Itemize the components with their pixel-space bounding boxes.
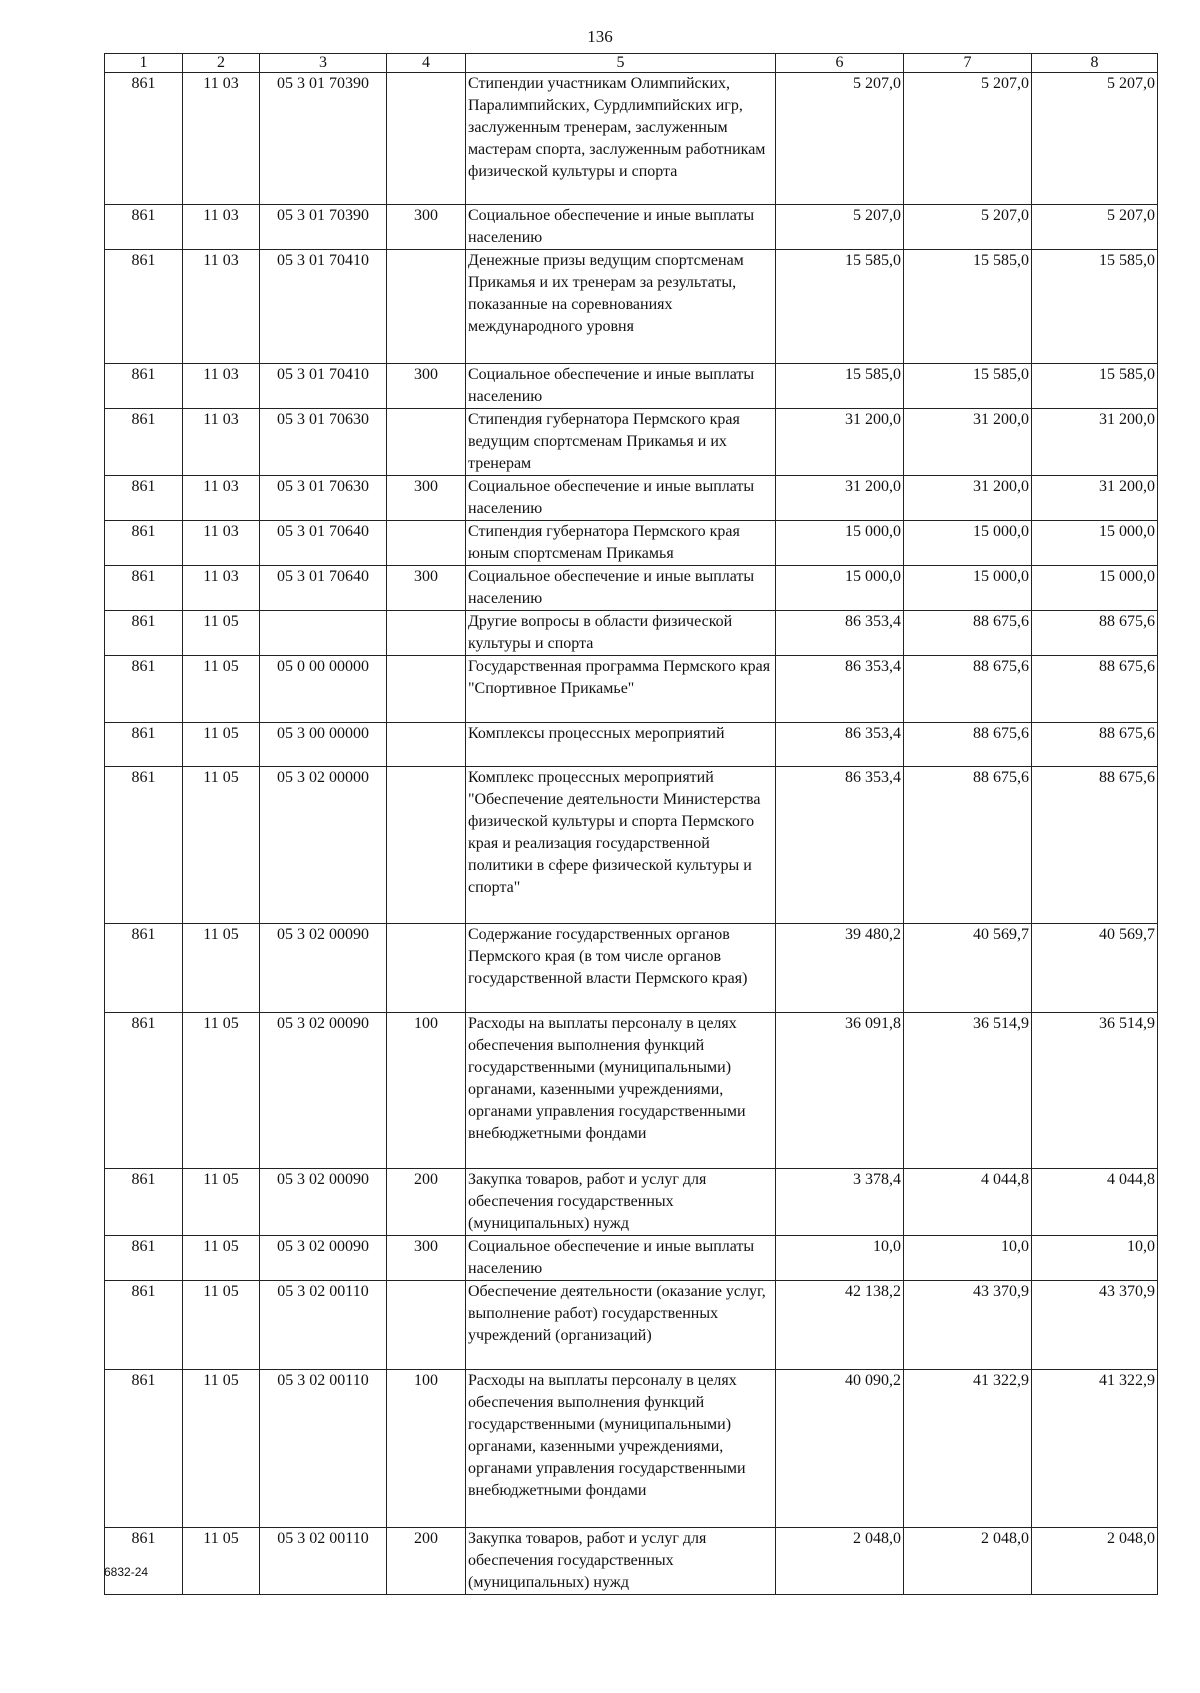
item-name: Стипендия губернатора Пермского края ведущим спортсменам Прикамья и их тренерам xyxy=(466,409,776,476)
amount-col-6: 86 353,4 xyxy=(776,723,904,767)
amount-col-8: 5 207,0 xyxy=(1032,73,1158,205)
table-row xyxy=(105,767,1158,924)
table-row xyxy=(105,205,1158,250)
expense-type-code: 300 xyxy=(387,364,466,409)
amount-col-8: 31 200,0 xyxy=(1032,409,1158,476)
target-item-code: 05 3 01 70640 xyxy=(260,521,387,566)
amount-col-6: 86 353,4 xyxy=(776,656,904,723)
amount-col-7: 2 048,0 xyxy=(904,1528,1032,1595)
amount-col-8: 2 048,0 xyxy=(1032,1528,1158,1595)
expense-type-code xyxy=(387,1281,466,1370)
section-code: 11 05 xyxy=(183,924,260,1013)
expense-type-code xyxy=(387,656,466,723)
admin-code: 861 xyxy=(105,205,183,250)
section-code: 11 05 xyxy=(183,1236,260,1281)
amount-col-6: 36 091,8 xyxy=(776,1013,904,1169)
target-item-code: 05 3 01 70630 xyxy=(260,476,387,521)
item-name: Стипендия губернатора Пермского края юным спортсменам Прикамья xyxy=(466,521,776,566)
target-item-code: 05 3 02 00110 xyxy=(260,1281,387,1370)
admin-code: 861 xyxy=(105,566,183,611)
admin-code: 861 xyxy=(105,1528,183,1595)
item-name: Государственная программа Пермского края "Спортивное Прикамье" xyxy=(466,656,776,723)
item-name: Содержание государственных органов Пермского края (в том числе органов государственной власти Пермского края) xyxy=(466,924,776,1013)
target-item-code: 05 3 01 70630 xyxy=(260,409,387,476)
target-item-code: 05 3 01 70390 xyxy=(260,73,387,205)
amount-col-7: 4 044,8 xyxy=(904,1169,1032,1236)
amount-col-6: 5 207,0 xyxy=(776,205,904,250)
table-row xyxy=(105,1528,1158,1595)
page-number: 136 xyxy=(587,27,613,46)
item-name: Социальное обеспечение и иные выплаты населению xyxy=(466,1236,776,1281)
admin-code: 861 xyxy=(105,723,183,767)
admin-code: 861 xyxy=(105,73,183,205)
target-item-code: 05 3 02 00090 xyxy=(260,924,387,1013)
amount-col-6: 31 200,0 xyxy=(776,409,904,476)
amount-col-6: 3 378,4 xyxy=(776,1169,904,1236)
amount-col-6: 2 048,0 xyxy=(776,1528,904,1595)
table-row xyxy=(105,1169,1158,1236)
target-item-code: 05 3 00 00000 xyxy=(260,723,387,767)
admin-code: 861 xyxy=(105,767,183,924)
column-header-2: 2 xyxy=(183,54,260,73)
section-code: 11 03 xyxy=(183,409,260,476)
item-name: Закупка товаров, работ и услуг для обеспечения государственных (муниципальных) нужд xyxy=(466,1169,776,1236)
expense-type-code: 300 xyxy=(387,205,466,250)
item-name: Обеспечение деятельности (оказание услуг, выполнение работ) государственных учреждений (организаций) xyxy=(466,1281,776,1370)
item-name: Стипендии участникам Олимпийских, Паралимпийских, Сурдлимпийских игр, заслуженным тренерам, заслуженным мастерам спорта, заслуженным работникам физической культуры и спорта xyxy=(466,73,776,205)
admin-code: 861 xyxy=(105,924,183,1013)
admin-code: 861 xyxy=(105,1013,183,1169)
target-item-code: 05 3 01 70390 xyxy=(260,205,387,250)
table-row xyxy=(105,723,1158,767)
item-name: Социальное обеспечение и иные выплаты населению xyxy=(466,476,776,521)
admin-code: 861 xyxy=(105,1236,183,1281)
amount-col-7: 31 200,0 xyxy=(904,409,1032,476)
admin-code: 861 xyxy=(105,656,183,723)
amount-col-7: 88 675,6 xyxy=(904,723,1032,767)
amount-col-7: 31 200,0 xyxy=(904,476,1032,521)
amount-col-7: 43 370,9 xyxy=(904,1281,1032,1370)
target-item-code: 05 3 02 00090 xyxy=(260,1013,387,1169)
amount-col-7: 88 675,6 xyxy=(904,767,1032,924)
amount-col-6: 39 480,2 xyxy=(776,924,904,1013)
target-item-code: 05 3 01 70410 xyxy=(260,250,387,364)
item-name: Комплексы процессных мероприятий xyxy=(466,723,776,767)
section-code: 11 03 xyxy=(183,521,260,566)
admin-code: 861 xyxy=(105,409,183,476)
amount-col-7: 10,0 xyxy=(904,1236,1032,1281)
section-code: 11 03 xyxy=(183,250,260,364)
section-code: 11 03 xyxy=(183,73,260,205)
amount-col-7: 88 675,6 xyxy=(904,656,1032,723)
amount-col-8: 15 000,0 xyxy=(1032,521,1158,566)
expense-type-code: 100 xyxy=(387,1013,466,1169)
column-header-8: 8 xyxy=(1032,54,1158,73)
target-item-code: 05 0 00 00000 xyxy=(260,656,387,723)
amount-col-6: 31 200,0 xyxy=(776,476,904,521)
column-header-4: 4 xyxy=(387,54,466,73)
target-item-code: 05 3 02 00090 xyxy=(260,1169,387,1236)
item-name: Другие вопросы в области физической культуры и спорта xyxy=(466,611,776,656)
amount-col-8: 15 585,0 xyxy=(1032,364,1158,409)
item-name: Социальное обеспечение и иные выплаты населению xyxy=(466,566,776,611)
amount-col-6: 15 585,0 xyxy=(776,250,904,364)
expense-type-code: 200 xyxy=(387,1528,466,1595)
section-code: 11 05 xyxy=(183,1528,260,1595)
table-row xyxy=(105,1281,1158,1370)
amount-col-7: 15 000,0 xyxy=(904,566,1032,611)
expense-type-code: 300 xyxy=(387,476,466,521)
section-code: 11 03 xyxy=(183,476,260,521)
section-code: 11 05 xyxy=(183,723,260,767)
table-row xyxy=(105,1236,1158,1281)
table-row xyxy=(105,364,1158,409)
item-name: Социальное обеспечение и иные выплаты населению xyxy=(466,205,776,250)
amount-col-7: 15 585,0 xyxy=(904,250,1032,364)
amount-col-8: 41 322,9 xyxy=(1032,1370,1158,1528)
amount-col-8: 43 370,9 xyxy=(1032,1281,1158,1370)
document-code: 6832-24 xyxy=(104,1565,149,1579)
admin-code: 861 xyxy=(105,1169,183,1236)
item-name: Закупка товаров, работ и услуг для обеспечения государственных (муниципальных) нужд xyxy=(466,1528,776,1595)
admin-code: 861 xyxy=(105,364,183,409)
amount-col-8: 10,0 xyxy=(1032,1236,1158,1281)
amount-col-7: 41 322,9 xyxy=(904,1370,1032,1528)
item-name: Денежные призы ведущим спортсменам Прикамья и их тренерам за результаты, показанные на соревнованиях международного уровня xyxy=(466,250,776,364)
amount-col-6: 5 207,0 xyxy=(776,73,904,205)
expense-type-code xyxy=(387,924,466,1013)
amount-col-6: 10,0 xyxy=(776,1236,904,1281)
item-name: Социальное обеспечение и иные выплаты населению xyxy=(466,364,776,409)
amount-col-8: 88 675,6 xyxy=(1032,723,1158,767)
amount-col-8: 31 200,0 xyxy=(1032,476,1158,521)
amount-col-6: 40 090,2 xyxy=(776,1370,904,1528)
target-item-code: 05 3 01 70640 xyxy=(260,566,387,611)
admin-code: 861 xyxy=(105,521,183,566)
admin-code: 861 xyxy=(105,476,183,521)
amount-col-7: 15 585,0 xyxy=(904,364,1032,409)
table-row xyxy=(105,521,1158,566)
target-item-code: 05 3 01 70410 xyxy=(260,364,387,409)
section-code: 11 05 xyxy=(183,1169,260,1236)
section-code: 11 05 xyxy=(183,656,260,723)
amount-col-8: 88 675,6 xyxy=(1032,767,1158,924)
target-item-code: 05 3 02 00090 xyxy=(260,1236,387,1281)
expense-type-code: 300 xyxy=(387,1236,466,1281)
table-row xyxy=(105,566,1158,611)
amount-col-8: 15 585,0 xyxy=(1032,250,1158,364)
column-header-1: 1 xyxy=(105,54,183,73)
admin-code: 861 xyxy=(105,1370,183,1528)
amount-col-8: 88 675,6 xyxy=(1032,656,1158,723)
amount-col-6: 86 353,4 xyxy=(776,767,904,924)
table-row xyxy=(105,73,1158,205)
table-row xyxy=(105,1370,1158,1528)
amount-col-8: 40 569,7 xyxy=(1032,924,1158,1013)
column-header-3: 3 xyxy=(260,54,387,73)
section-code: 11 03 xyxy=(183,566,260,611)
section-code: 11 03 xyxy=(183,205,260,250)
amount-col-7: 5 207,0 xyxy=(904,73,1032,205)
item-name: Расходы на выплаты персоналу в целях обеспечения выполнения функций государственными (муниципальными) органами, казенными учреждениями, органами управления государственными внебюджетными фондами xyxy=(466,1370,776,1528)
expense-type-code xyxy=(387,767,466,924)
amount-col-8: 5 207,0 xyxy=(1032,205,1158,250)
amount-col-8: 36 514,9 xyxy=(1032,1013,1158,1169)
amount-col-7: 15 000,0 xyxy=(904,521,1032,566)
table-row xyxy=(105,1013,1158,1169)
expense-type-code xyxy=(387,250,466,364)
table-row xyxy=(105,656,1158,723)
table-row xyxy=(105,250,1158,364)
column-header-5: 5 xyxy=(466,54,776,73)
amount-col-8: 4 044,8 xyxy=(1032,1169,1158,1236)
amount-col-8: 15 000,0 xyxy=(1032,566,1158,611)
admin-code: 861 xyxy=(105,1281,183,1370)
expense-type-code xyxy=(387,409,466,476)
amount-col-7: 88 675,6 xyxy=(904,611,1032,656)
amount-col-6: 15 000,0 xyxy=(776,521,904,566)
section-code: 11 03 xyxy=(183,364,260,409)
amount-col-7: 40 569,7 xyxy=(904,924,1032,1013)
section-code: 11 05 xyxy=(183,1370,260,1528)
table-row xyxy=(105,409,1158,476)
section-code: 11 05 xyxy=(183,1013,260,1169)
amount-col-6: 15 000,0 xyxy=(776,566,904,611)
target-item-code: 05 3 02 00000 xyxy=(260,767,387,924)
table-row xyxy=(105,476,1158,521)
item-name: Комплекс процессных мероприятий "Обеспечение деятельности Министерства физической культуры и спорта Пермского края и реализация государственной политики в сфере физической культуры и спорта" xyxy=(466,767,776,924)
target-item-code xyxy=(260,611,387,656)
expense-type-code: 100 xyxy=(387,1370,466,1528)
expense-type-code xyxy=(387,521,466,566)
expense-type-code xyxy=(387,73,466,205)
expense-type-code xyxy=(387,611,466,656)
amount-col-7: 36 514,9 xyxy=(904,1013,1032,1169)
table-row xyxy=(105,611,1158,656)
header-row xyxy=(105,54,1158,73)
column-header-7: 7 xyxy=(904,54,1032,73)
admin-code: 861 xyxy=(105,250,183,364)
section-code: 11 05 xyxy=(183,611,260,656)
budget-table xyxy=(104,53,1158,1595)
column-header-6: 6 xyxy=(776,54,904,73)
amount-col-6: 15 585,0 xyxy=(776,364,904,409)
amount-col-8: 88 675,6 xyxy=(1032,611,1158,656)
admin-code: 861 xyxy=(105,611,183,656)
amount-col-7: 5 207,0 xyxy=(904,205,1032,250)
section-code: 11 05 xyxy=(183,767,260,924)
expense-type-code: 300 xyxy=(387,566,466,611)
item-name: Расходы на выплаты персоналу в целях обеспечения выполнения функций государственными (муниципальными) органами, казенными учреждениями, органами управления государственными внебюджетными фондами xyxy=(466,1013,776,1169)
amount-col-6: 86 353,4 xyxy=(776,611,904,656)
expense-type-code: 200 xyxy=(387,1169,466,1236)
expense-type-code xyxy=(387,723,466,767)
target-item-code: 05 3 02 00110 xyxy=(260,1528,387,1595)
table-row xyxy=(105,924,1158,1013)
section-code: 11 05 xyxy=(183,1281,260,1370)
amount-col-6: 42 138,2 xyxy=(776,1281,904,1370)
target-item-code: 05 3 02 00110 xyxy=(260,1370,387,1528)
